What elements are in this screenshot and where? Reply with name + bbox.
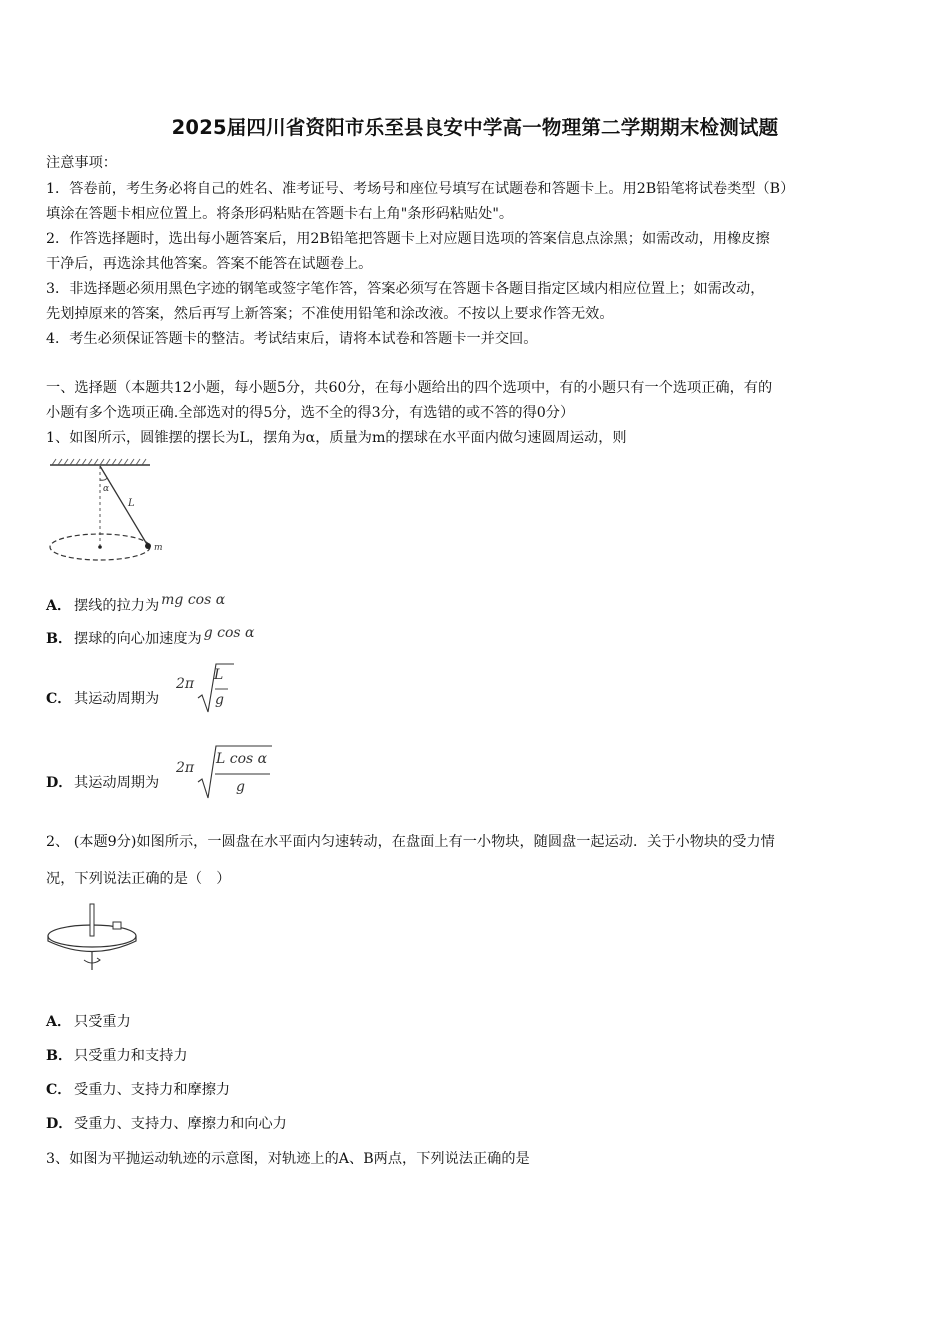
option-text: 摆线的拉力为 — [74, 598, 160, 614]
question-2-stem: 2、 (本题9分)如图所示，一圆盘在水平面内匀速转动，在盘面上有一小物块，随圆盘一起运动．关于小物块的受力情 — [46, 834, 775, 850]
option-text: 只受重力和支持力 — [74, 1048, 188, 1064]
conical-pendulum-figure — [44, 455, 163, 570]
option-text: 受重力、支持力、摩擦力和向心力 — [74, 1116, 287, 1132]
option-text: 其运动周期为 — [74, 775, 160, 791]
length-label: L — [128, 498, 135, 509]
notice-line: 4．考生必须保证答题卡的整洁。考试结束后，请将本试卷和答题卡一并交回。 — [46, 331, 538, 347]
fraction-numerator: L cos α — [216, 751, 268, 767]
notice-heading: 注意事项： — [46, 155, 117, 171]
option-d[interactable] — [46, 1113, 287, 1133]
question-2-stem: 况，下列说法正确的是（ ） — [46, 871, 231, 887]
angle-label: α — [103, 484, 110, 494]
option-c[interactable] — [46, 1079, 230, 1099]
option-b[interactable] — [46, 625, 255, 648]
section-heading: 小题有多个选项正确.全部选对的得5分，选不全的得3分，有选错的或不答的得0分） — [46, 405, 575, 421]
period-coefficient: 2π — [176, 760, 195, 776]
section-heading: 一、选择题（本题共12小题，每小题5分，共60分，在每小题给出的四个选项中，有的小题只有一个选项正确，有的 — [46, 380, 773, 396]
option-b[interactable] — [46, 1045, 188, 1065]
question-1-stem: 1、如图所示，圆锥摆的摆长为L，摆角为α，质量为m的摆球在水平面内做匀速圆周运动，则 — [46, 430, 627, 446]
option-a[interactable] — [46, 1011, 131, 1031]
option-d[interactable] — [46, 772, 159, 792]
option-text: 只受重力 — [74, 1014, 131, 1030]
option-text: 其运动周期为 — [74, 691, 160, 707]
option-c[interactable] — [46, 688, 159, 708]
rotating-disc-figure — [44, 900, 144, 975]
option-math: mg cos α — [161, 592, 226, 608]
notice-line: 先划掉原来的答案，然后再写上新答案；不准使用铅笔和涂改液。不按以上要求作答无效。 — [46, 306, 614, 322]
notice-line: 干净后，再选涂其他答案。答案不能答在试题卷上。 — [46, 256, 373, 272]
option-letter: A． — [46, 598, 72, 614]
notice-line: 3．非选择题必须用黑色字迹的钢笔或签字笔作答，答案必须写在答题卡各题目指定区域内相应位置上；如需改动， — [46, 281, 765, 297]
option-letter: B． — [46, 1048, 73, 1064]
notice-line: 1．答卷前，考生务必将自己的姓名、准考证号、考场号和座位号填写在试题卷和答题卡上。用2B铅笔将试卷类型（B） — [46, 181, 795, 197]
option-letter: B． — [46, 631, 73, 647]
option-a[interactable] — [46, 592, 226, 615]
fraction-numerator: L — [214, 667, 224, 683]
option-letter: D． — [46, 775, 73, 791]
notice-line: 2．作答选择题时，选出每小题答案后，用2B铅笔把答题卡上对应题目选项的答案信息点涂黑；如需改动，用橡皮擦 — [46, 231, 770, 247]
option-letter: A． — [46, 1014, 72, 1030]
option-text: 受重力、支持力和摩擦力 — [74, 1082, 231, 1098]
option-letter: C． — [46, 1082, 72, 1098]
period-coefficient: 2π — [176, 676, 195, 692]
question-3-stem: 3、如图为平抛运动轨迹的示意图，对轨迹上的A、B两点，下列说法正确的是 — [46, 1151, 530, 1167]
notice-line: 填涂在答题卡相应位置上。将条形码粘贴在答题卡右上角"条形码粘贴处"。 — [46, 206, 514, 222]
option-math: g cos α — [203, 625, 255, 641]
fraction-denominator: g — [236, 779, 245, 795]
option-text: 摆球的向心加速度为 — [74, 631, 202, 647]
mass-label: m — [154, 543, 163, 553]
option-letter: C． — [46, 691, 72, 707]
fraction-denominator: g — [215, 692, 224, 708]
option-letter: D． — [46, 1116, 73, 1132]
page-title: 2025届四川省资阳市乐至县良安中学高一物理第二学期期末检测试题 — [171, 116, 779, 139]
